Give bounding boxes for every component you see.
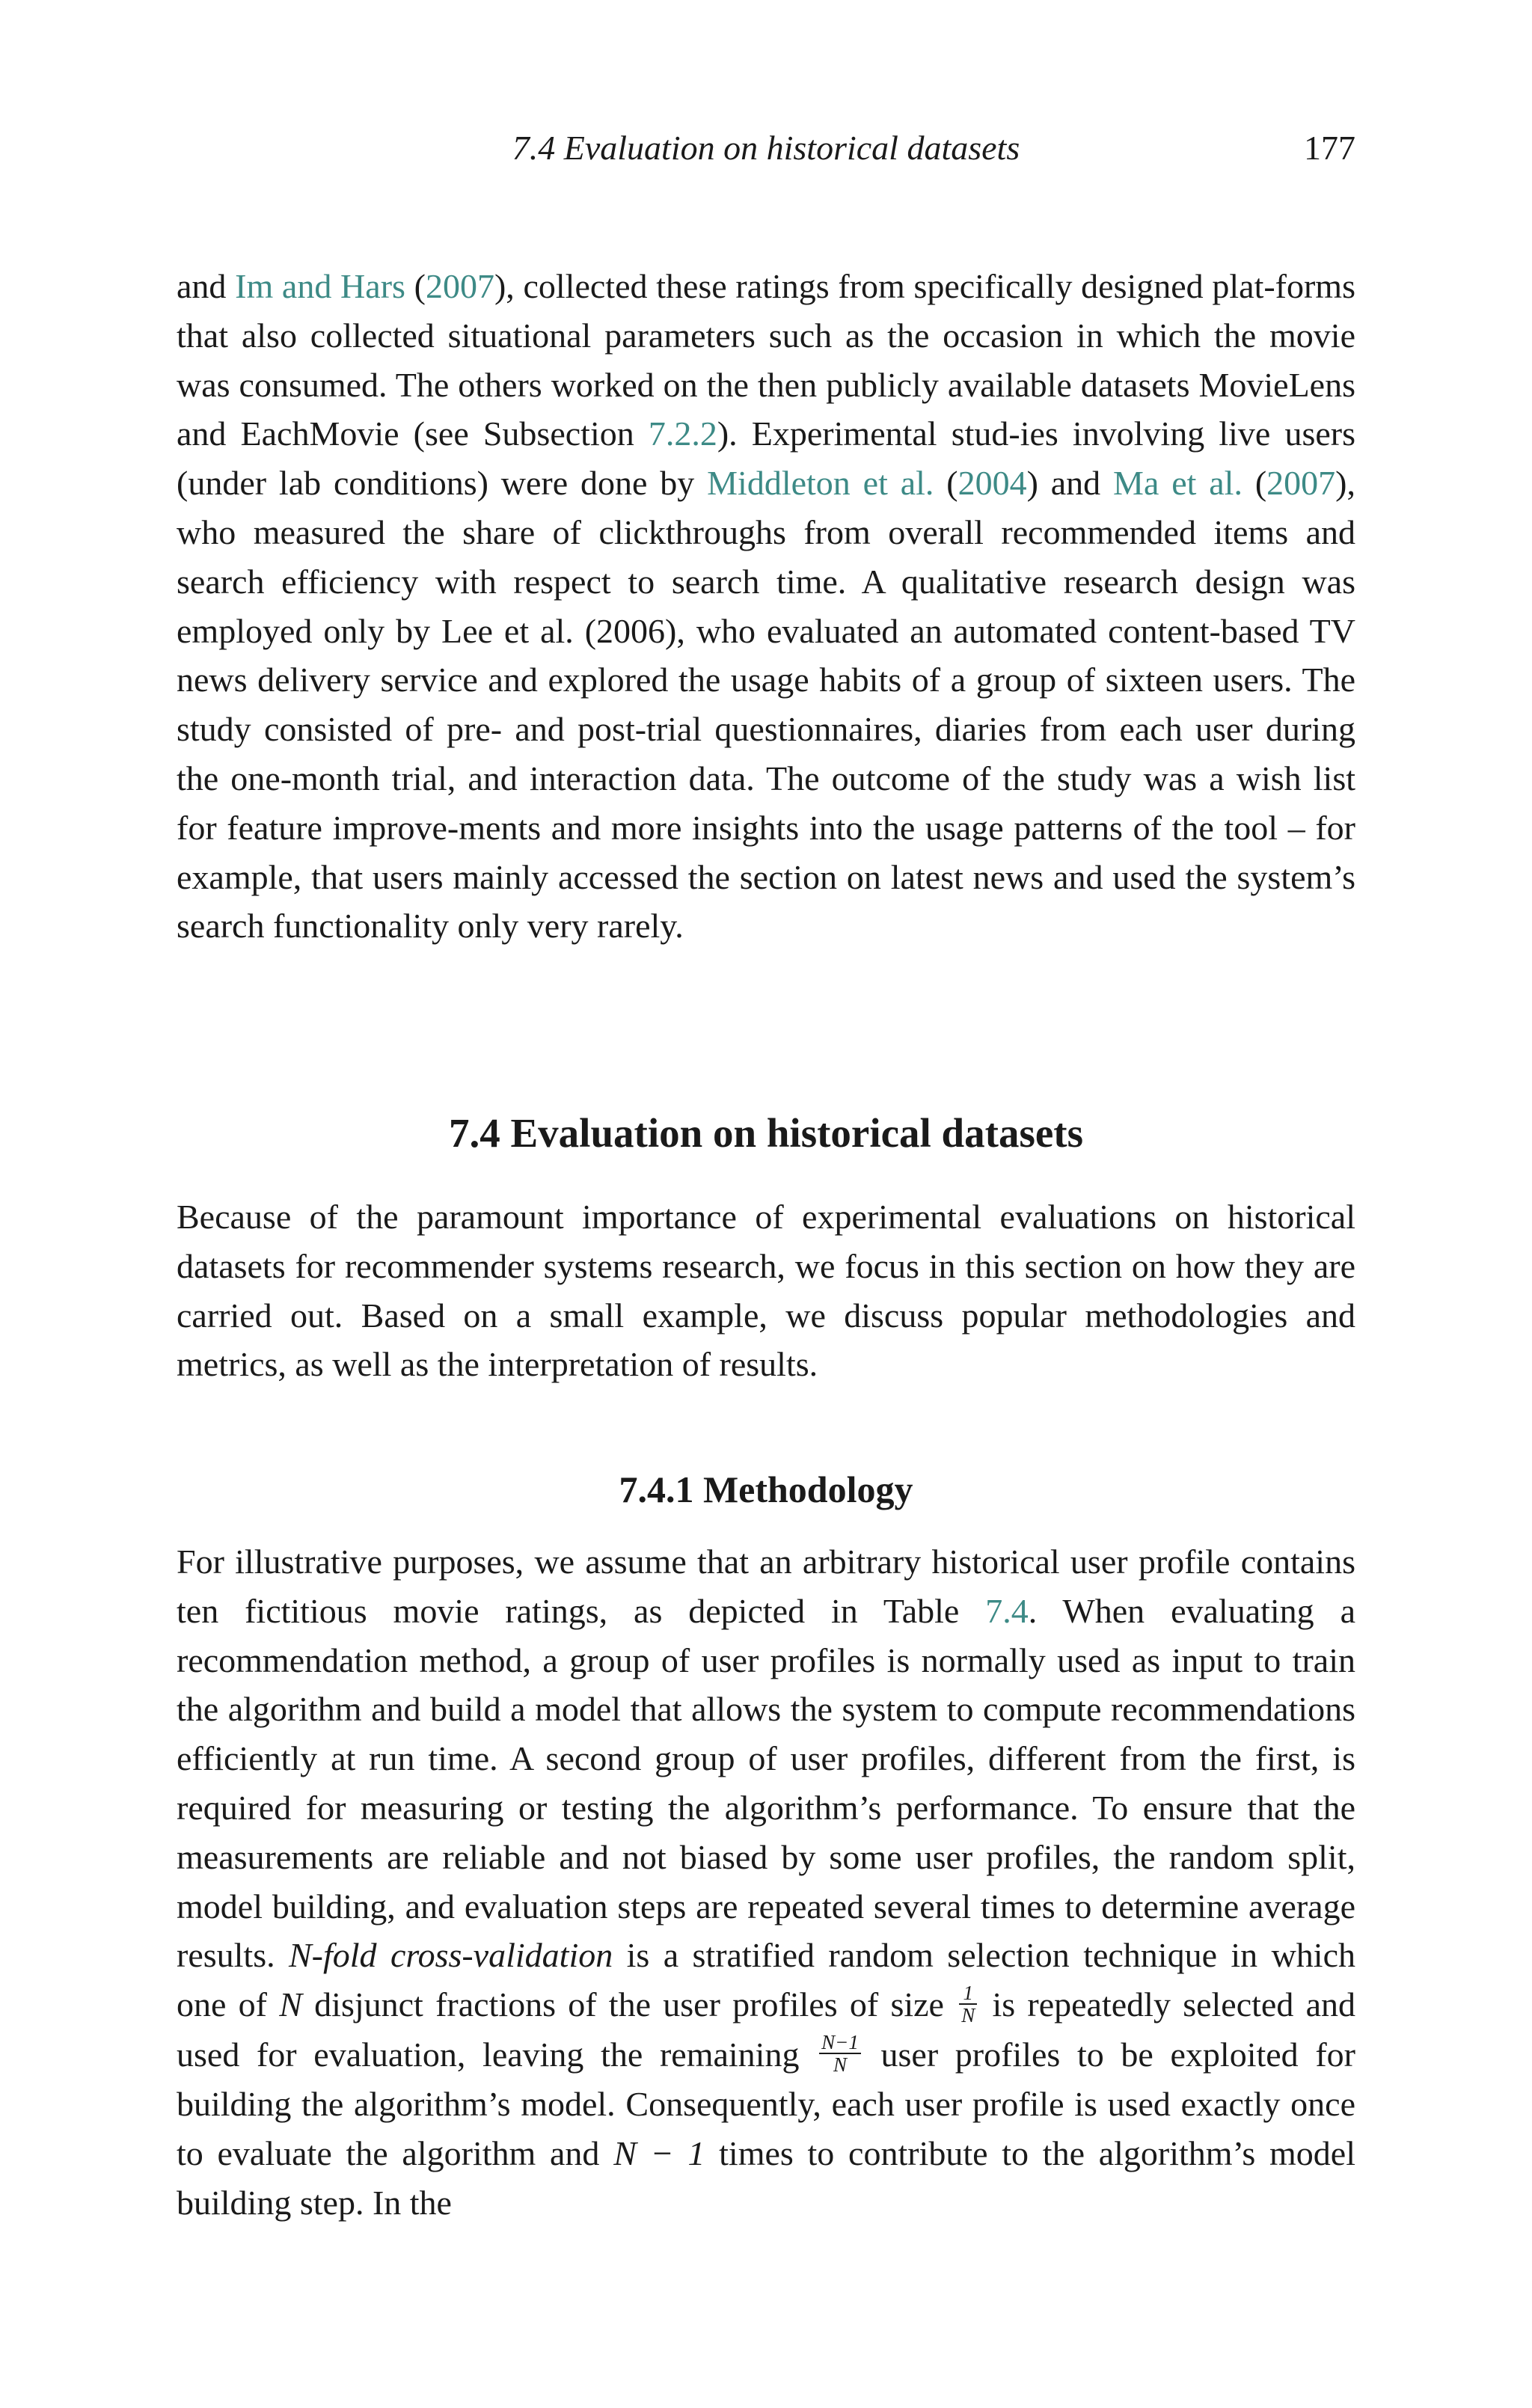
term-emphasis: N-fold cross-validation: [289, 1936, 613, 1975]
subsection-ref-link[interactable]: 7.2.2: [648, 414, 717, 453]
table-ref-link[interactable]: 7.4: [985, 1591, 1029, 1630]
fraction-numerator: 1: [959, 1982, 977, 2005]
text-run: For illustrative purposes, we assume that an arbitrary historical user profile contains ten fictitious movie ratings, as depicted in Table: [177, 1542, 1355, 1630]
fraction-n-minus-one-over-n: [819, 2032, 861, 2075]
section-heading: 7.4 Evaluation on historical datasets: [449, 1110, 1083, 1156]
math-expression: N − 1: [613, 2133, 705, 2172]
citation-link-ma[interactable]: Ma et al.: [1113, 464, 1243, 503]
text-run: times to contribute to the algorithm’s model building step. In the: [177, 2133, 1355, 2222]
text-run: ), collected these ratings from specifically designed plat-forms that also collected situational parameters such as the occasion in which the movie was consumed. The others worked on the then publicly available datasets MovieLens and EachMovie (see Subsection: [177, 267, 1355, 453]
paragraph-intro: [177, 262, 1355, 951]
fraction-denominator: N: [833, 2053, 847, 2077]
text-run: (: [1242, 464, 1267, 503]
text-run: . When evaluating a recommendation method, a group of user profiles is normally used as input to train the algorithm and build a model that allows the system to compute recommendations efficiently at run time. A second group of user profiles, different from the first, is required for measuring or testing the algorithm’s performance. To ensure that the measurements are reliable and not biased by some user profiles, the random split, model building, and evaluation steps are repeated several times to determine average results.: [177, 1591, 1356, 1975]
text-run: ) and: [1026, 464, 1114, 503]
page-number: 177: [1304, 129, 1355, 167]
methodology-paragraph: [177, 1537, 1355, 2227]
citation-link-im-hars[interactable]: Im and Hars: [235, 267, 405, 305]
citation-link-middleton[interactable]: Middleton et al.: [707, 464, 934, 503]
fraction-numerator: N−1: [819, 2032, 861, 2054]
math-variable: N: [279, 1985, 302, 2024]
citation-year-link[interactable]: 2007: [1266, 464, 1336, 503]
subsection-heading: 7.4.1 Methodology: [619, 1468, 913, 1510]
fraction-one-over-n: [959, 1982, 977, 2026]
text-run: user profiles to be exploited for building the algorithm’s model. Consequently, each user profile is used exactly once to evaluate the algorithm and: [177, 2035, 1355, 2172]
text-run: is repeatedly selected and used for evaluation, leaving the remaining: [177, 1985, 1355, 2074]
text-run: (: [405, 267, 426, 305]
citation-year-link[interactable]: 2007: [425, 267, 494, 305]
section-paragraph: Because of the paramount importance of experimental evaluations on historical datasets for recommender systems research, we focus in this section on how they are carried out. Based on a small example, we discuss popular methodologies and metrics, as well as the interpretation of results.: [177, 1198, 1355, 1384]
running-head: [177, 126, 1355, 171]
running-head-title: 7.4 Evaluation on historical datasets: [512, 129, 1020, 167]
text-run: ). Experimental stud-ies involving live users (under lab conditions) were done by: [177, 414, 1356, 503]
text-run: and: [177, 267, 236, 305]
text-run: ), who measured the share of clickthroughs from overall recommended items and search efficiency with respect to search time. A qualitative research design was employed only by Lee et al. (2006), who evaluated an automated content-based TV news delivery service and explored the usage habits of a group of sixteen users. The study consisted of pre- and post-trial questionnaires, diaries from each user during the one-month trial, and interaction data. The outcome of the study was a wish list for feature improve-ments and more insights into the usage patterns of the tool – for example, that users mainly accessed the section on latest news and used the system’s search functionality only very rarely.: [177, 464, 1355, 946]
citation-year-link[interactable]: 2004: [958, 464, 1027, 503]
text-run: disjunct fractions of the user profiles of size: [301, 1985, 957, 2024]
fraction-denominator: N: [961, 2003, 975, 2026]
text-run: is a stratified random selection technique in which one of: [177, 1936, 1355, 2024]
text-run: (: [934, 464, 958, 503]
